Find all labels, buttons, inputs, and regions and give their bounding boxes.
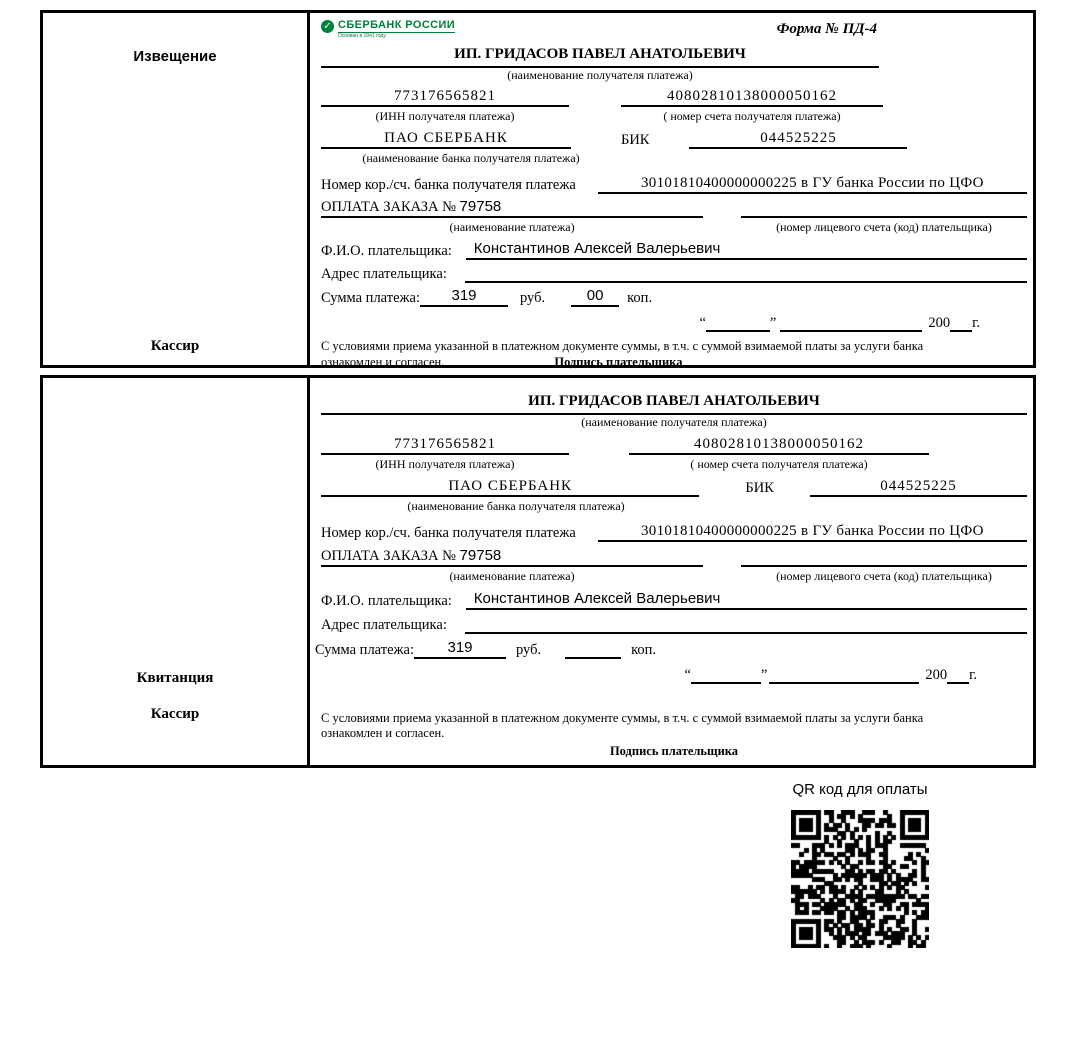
payer-name-label: Ф.И.О. плательщика: [321, 243, 452, 259]
bik-value: 044525225 [689, 129, 907, 149]
bik-label: БИК [621, 132, 650, 148]
quote-open: “ [699, 315, 706, 331]
agreement-line2: ознакомлен и согласен. [321, 355, 445, 369]
account-caption: ( номер счета получателя платежа) [663, 109, 841, 123]
personal-account-box [741, 549, 1027, 567]
year-box [947, 666, 969, 684]
year-prefix: 200 [928, 315, 951, 331]
inn-caption: (ИНН получателя платежа) [375, 457, 515, 471]
notice-section [40, 10, 1036, 368]
date-month-box [769, 666, 919, 684]
amount-kop-value [565, 641, 621, 659]
payment-name-box [321, 198, 703, 218]
sberbank-logo [321, 19, 455, 39]
payee-name: ИП. ГРИДАСОВ ПАВЕЛ АНАТОЛЬЕВИЧ [321, 392, 1027, 415]
agreement-line1: С условиями приема указанной в платежном документе суммы, в т.ч. с суммой взимаемой платы за услуги банка [321, 711, 924, 725]
rub-label: руб. [520, 290, 546, 306]
qr-code-image [791, 810, 929, 948]
year-prefix: 200 [925, 667, 948, 683]
payee-header-wrap [321, 45, 879, 82]
inn-value: 773176565821 [321, 435, 569, 455]
payer-address-value [465, 616, 1027, 634]
corr-value: 30101810400000000225 в ГУ банка России по ЦФО [598, 522, 1027, 542]
quote-close: ” [760, 667, 768, 683]
year-box [950, 314, 972, 332]
payer-address-label: Адрес плательщика: [321, 617, 447, 633]
payer-name-label: Ф.И.О. плательщика: [321, 593, 452, 609]
inn-caption: (ИНН получателя платежа) [375, 109, 515, 123]
kop-label: коп. [627, 290, 653, 306]
corr-label: Номер кор./сч. банка получателя платежа [321, 525, 576, 541]
bank-name-caption: (наименование банка получателя платежа) [407, 499, 625, 513]
account-caption: ( номер счета получателя платежа) [690, 457, 868, 471]
date-row [321, 666, 1027, 684]
payer-name-value: Константинов Алексей Валерьевич [466, 240, 1027, 260]
bank-name-value: ПАО СБЕРБАНК [321, 477, 699, 497]
personal-account-caption: (номер лицевого счета (код) плательщика) [776, 569, 992, 583]
payment-name-caption: (наименование платежа) [449, 220, 575, 234]
payee-header-wrap [321, 392, 1027, 429]
amount-label: Сумма платежа: [315, 642, 414, 658]
date-day-box [691, 666, 761, 684]
notice-right-cell [313, 13, 1033, 369]
payment-name-value: ОПЛАТА ЗАКАЗА № [321, 548, 456, 564]
sberbank-tagline: Основан в 1841 году [338, 33, 386, 39]
logo-row [321, 19, 1027, 45]
order-number: 79758 [459, 547, 502, 564]
personal-account-box [741, 200, 1027, 218]
receipt-title: Квитанция [136, 670, 214, 686]
bik-label: БИК [745, 480, 774, 496]
payment-name-box [321, 547, 703, 567]
year-suffix: г. [969, 667, 977, 683]
cashier-label: Кассир [150, 338, 200, 354]
qr-caption: QR код для оплаты [792, 781, 928, 798]
amount-rub-value: 319 [414, 639, 506, 659]
kop-label: коп. [631, 642, 657, 658]
notice-left-cell [43, 13, 310, 365]
receipt-section [40, 375, 1036, 768]
amount-rub-value: 319 [420, 287, 508, 307]
quote-close: ” [769, 315, 777, 331]
account-value: 40802810138000050162 [621, 87, 883, 107]
corr-label: Номер кор./сч. банка получателя платежа [321, 177, 576, 193]
payee-name-caption: (наименование получателя платежа) [581, 415, 767, 429]
agreement-line2: ознакомлен и согласен. [321, 726, 445, 740]
order-number: 79758 [459, 198, 502, 215]
year-suffix: г. [972, 315, 980, 331]
qr-block [775, 780, 945, 948]
form-number-label: Форма № ПД-4 [776, 21, 877, 37]
notice-title: Извещение [133, 48, 217, 65]
corr-value: 30101810400000000225 в ГУ банка России по ЦФО [598, 174, 1027, 194]
signature-label: Подпись плательщика [554, 355, 683, 369]
date-day-box [706, 314, 770, 332]
personal-account-caption: (номер лицевого счета (код) плательщика) [776, 220, 992, 234]
payment-name-caption: (наименование платежа) [449, 569, 575, 583]
payer-address-value [465, 265, 1027, 283]
payee-name: ИП. ГРИДАСОВ ПАВЕЛ АНАТОЛЬЕВИЧ [321, 45, 879, 68]
payee-name-caption: (наименование получателя платежа) [507, 68, 693, 82]
cashier-label: Кассир [150, 706, 200, 722]
date-row [321, 314, 1027, 332]
amount-label: Сумма платежа: [321, 290, 420, 306]
signature-label: Подпись плательщика [609, 744, 739, 758]
sberbank-check-icon: ✓ [321, 20, 334, 33]
payment-name-value: ОПЛАТА ЗАКАЗА № [321, 199, 456, 215]
quote-open: “ [684, 667, 691, 683]
bank-name-caption: (наименование банка получателя платежа) [362, 151, 580, 165]
payer-name-value: Константинов Алексей Валерьевич [466, 590, 1027, 610]
sberbank-brand: СБЕРБАНК РОССИИ [338, 19, 456, 31]
receipt-right-cell [313, 378, 1033, 765]
receipt-left-cell [43, 378, 310, 765]
amount-kop-value: 00 [571, 287, 619, 307]
agreement-line1: С условиями приема указанной в платежном документе суммы, в т.ч. с суммой взимаемой платы за услуги банка [321, 339, 924, 353]
payer-address-label: Адрес плательщика: [321, 266, 447, 282]
account-value: 40802810138000050162 [629, 435, 929, 455]
bank-name-value: ПАО СБЕРБАНК [321, 129, 571, 149]
rub-label: руб. [516, 642, 542, 658]
bik-value: 044525225 [810, 477, 1027, 497]
inn-value: 773176565821 [321, 87, 569, 107]
date-month-box [780, 314, 922, 332]
